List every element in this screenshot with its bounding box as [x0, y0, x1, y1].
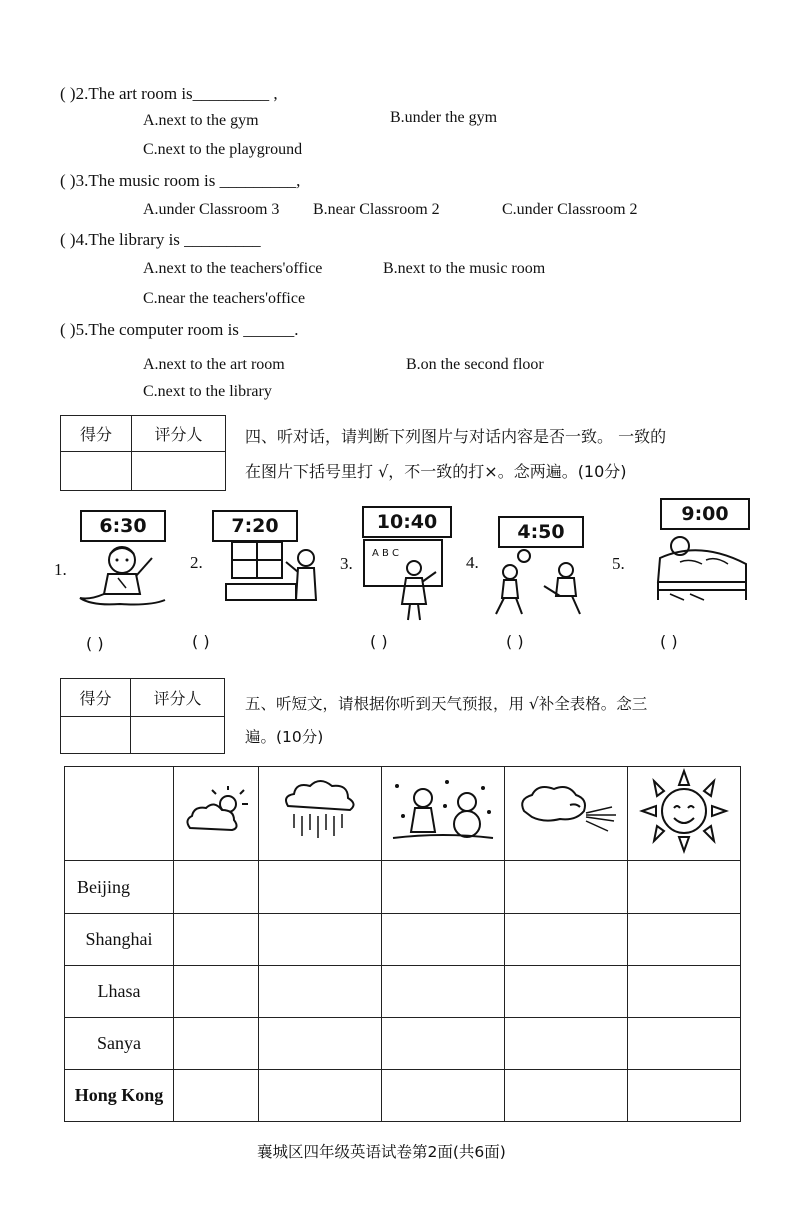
grader-cell[interactable] [131, 717, 225, 754]
answer-parens[interactable]: ( ) [506, 632, 524, 651]
answer-cell[interactable] [382, 914, 505, 966]
question-4-stem: ( )4.The library is _________ [60, 230, 261, 249]
answer-cell[interactable] [505, 966, 628, 1018]
section4-instruction-line2: 在图片下括号里打 √，不一致的打×。念两遍。(10分) [245, 462, 627, 481]
answer-cell[interactable] [628, 861, 741, 914]
answer-cell[interactable] [628, 1018, 741, 1070]
section5-instruction-line2: 遍。(10分) [245, 728, 324, 746]
clock-label: 6:30 [80, 510, 166, 542]
weather-icon-cell [628, 767, 741, 861]
corner-cell [65, 767, 174, 861]
question-2-stem: ( )2.The art room is_________ , [60, 84, 278, 103]
weather-icon-cell [259, 767, 382, 861]
city-label: Sanya [65, 1018, 174, 1070]
city-label: Hong Kong [65, 1070, 174, 1122]
clock-label: 4:50 [498, 516, 584, 548]
picture-number: 5. [612, 554, 625, 573]
answer-cell[interactable] [382, 966, 505, 1018]
answer-parens[interactable]: ( ) [86, 634, 104, 653]
score-cell[interactable] [61, 717, 131, 754]
answer-cell[interactable] [174, 966, 259, 1018]
score-box-section5 [60, 678, 225, 754]
answer-parens[interactable]: ( ) [370, 632, 388, 651]
answer-cell[interactable] [382, 1018, 505, 1070]
answer-cell[interactable] [259, 914, 382, 966]
section5-instruction-line1: 五、听短文，请根据你听到天气预报，用 √补全表格。念三 [245, 695, 648, 713]
answer-cell[interactable] [174, 1070, 259, 1122]
weather-icon-cell [382, 767, 505, 861]
option-c: C.next to the library [143, 383, 272, 400]
option-b: B.next to the music room [383, 260, 546, 277]
option-a: A.next to the teachers'office [143, 260, 323, 277]
answer-cell[interactable] [259, 1070, 382, 1122]
snow-icon [387, 776, 499, 846]
page-footer: 襄城区四年级英语试卷第2面(共6面) [257, 1143, 506, 1161]
city-row [65, 966, 741, 1018]
answer-cell[interactable] [628, 966, 741, 1018]
city-row [65, 1070, 741, 1122]
answer-cell[interactable] [505, 914, 628, 966]
city-row [65, 861, 741, 914]
option-b: B.near Classroom 2 [313, 201, 440, 218]
clock-label: 10:40 [362, 506, 452, 538]
option-a: A.next to the gym [143, 112, 259, 129]
blackboard-text: A B C [372, 548, 400, 559]
option-a: A.next to the art room [143, 356, 285, 373]
answer-cell[interactable] [505, 1070, 628, 1122]
answer-cell[interactable] [382, 861, 505, 914]
weather-icon-cell [505, 767, 628, 861]
answer-cell[interactable] [505, 1018, 628, 1070]
weather-icon-cell [174, 767, 259, 861]
option-b: B.under the gym [390, 109, 498, 126]
clock-label: 7:20 [212, 510, 298, 542]
answer-cell[interactable] [259, 1018, 382, 1070]
answer-cell[interactable] [259, 861, 382, 914]
score-label: 得分 [61, 679, 131, 717]
grader-label: 评分人 [131, 679, 225, 717]
answer-parens[interactable]: ( ) [660, 632, 678, 651]
score-label: 得分 [61, 416, 132, 452]
wind-icon [514, 781, 618, 841]
kids-football-icon [488, 546, 592, 618]
grader-label: 评分人 [132, 416, 226, 452]
question-3-stem: ( )3.The music room is _________, [60, 171, 301, 190]
option-c: C.next to the playground [143, 141, 303, 158]
answer-parens[interactable]: ( ) [192, 632, 210, 651]
answer-cell[interactable] [174, 861, 259, 914]
score-box-section4 [60, 415, 226, 491]
picture-number: 1. [54, 560, 67, 579]
answer-cell[interactable] [628, 1070, 741, 1122]
answer-cell[interactable] [259, 966, 382, 1018]
child-sitting-icon [70, 542, 175, 608]
answer-cell[interactable] [382, 1070, 505, 1122]
rain-icon [278, 776, 362, 846]
answer-cell[interactable] [174, 914, 259, 966]
picture-number: 2. [190, 553, 203, 572]
answer-cell[interactable] [628, 914, 741, 966]
city-label: Shanghai [65, 914, 174, 966]
option-c: C.under Classroom 2 [502, 201, 638, 218]
sun-icon [634, 768, 734, 854]
question-5-stem: ( )5.The computer room is ______. [60, 320, 299, 339]
section4-instruction-line1: 四、听对话，请判断下列图片与对话内容是否一致。 一致的 [245, 427, 667, 446]
answer-cell[interactable] [505, 861, 628, 914]
weather-header-row [65, 767, 741, 861]
partly-cloudy-icon [178, 786, 254, 836]
teacher-blackboard-icon [362, 538, 448, 622]
child-in-bed-icon [650, 530, 754, 604]
picture-number: 3. [340, 554, 353, 573]
city-row [65, 1018, 741, 1070]
option-a: A.under Classroom 3 [143, 201, 280, 218]
grader-cell[interactable] [132, 452, 226, 491]
option-c: C.near the teachers'office [143, 290, 306, 307]
answer-cell[interactable] [174, 1018, 259, 1070]
score-cell[interactable] [61, 452, 132, 491]
city-label: Beijing [65, 861, 174, 914]
picture-number: 4. [466, 553, 479, 572]
option-b: B.on the second floor [406, 356, 544, 373]
city-label: Lhasa [65, 966, 174, 1018]
person-at-window-icon [222, 542, 322, 608]
city-row [65, 914, 741, 966]
weather-table [64, 766, 741, 1122]
clock-label: 9:00 [660, 498, 750, 530]
